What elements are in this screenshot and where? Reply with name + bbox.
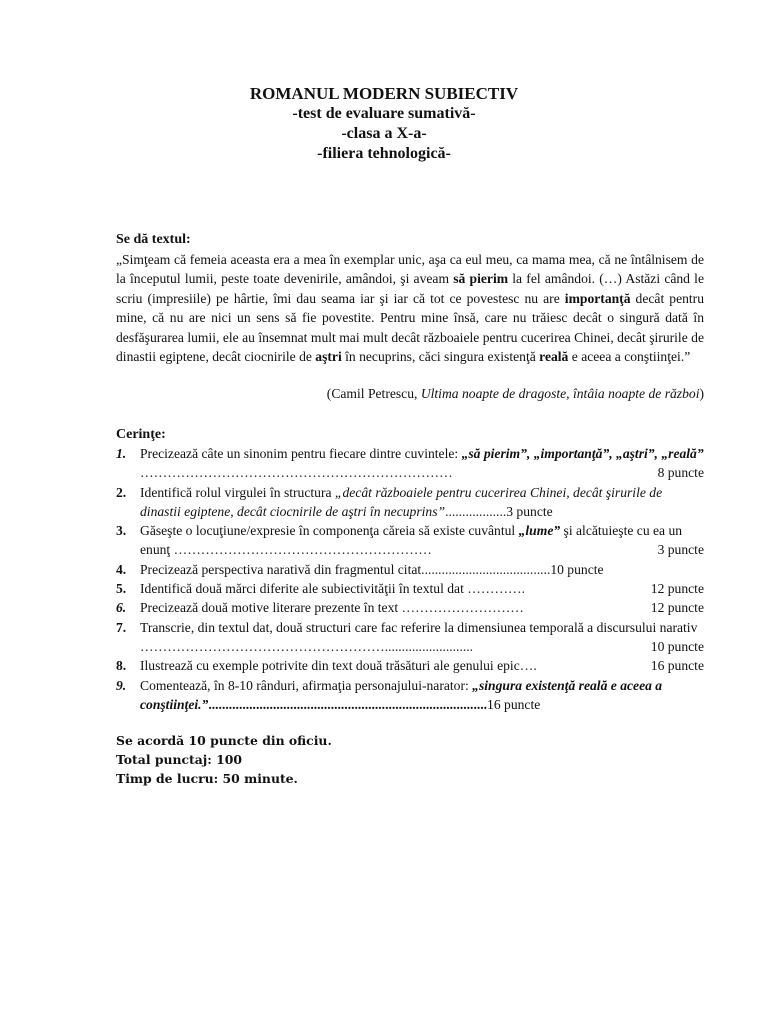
passage-part: în necuprins, căci singura existenţă — [341, 349, 540, 365]
requirement-number: 6. — [116, 600, 127, 616]
requirement-dots: …. — [519, 658, 537, 674]
requirement-points: 3 puncte — [657, 542, 704, 558]
requirement-dots: …………. — [463, 581, 526, 597]
requirement-quote: „decât războaiele pentru cucerirea Chinei, decât şirurile de dinastii egiptene, decât ciocnirile de aştri în necuprins” — [140, 484, 663, 519]
requirement-number: 8. — [116, 658, 127, 674]
requirement-number: 2. — [116, 484, 127, 500]
requirement-text: Precizează perspectiva narativă din fragmentul citat — [140, 561, 422, 577]
passage-bold-word: importanţă — [564, 290, 631, 306]
passage-attribution — [327, 386, 704, 402]
requirement-dots: ………………………………………………… — [170, 542, 432, 558]
requirement-word: „lume” — [518, 523, 561, 539]
requirement-item — [116, 483, 704, 522]
requirement-words: „să pierim”, „importanţă”, „aştri”, „reală” — [461, 446, 704, 461]
passage-bold-word: reală — [539, 349, 569, 365]
passage-bold-word: aştri — [315, 349, 342, 365]
passage-part: e aceea a conştiinţei.” — [568, 349, 691, 365]
requirement-dots: .................. — [445, 503, 507, 519]
scoring-footer — [116, 731, 332, 788]
requirement-number: 1. — [116, 446, 127, 461]
text-intro-label: Se dă textul: — [116, 232, 191, 247]
requirement-points: 16 puncte — [487, 696, 541, 712]
requirement-text-continued: şi alcătuieşte cu ea un enunţ — [140, 523, 683, 558]
requirement-item — [116, 521, 704, 560]
literary-passage — [116, 250, 704, 366]
requirement-text: Precizează două motive literare prezente în text — [140, 600, 399, 616]
document-header — [0, 84, 768, 164]
passage-part: la fel amândoi. (…) Astăzi când le scriu (impresiile) pe hârtie, îmi dau seama iar şi iar că tot ce povestesc nu are — [116, 271, 704, 306]
subtitle-track: -filiera tehnologică- — [317, 145, 451, 162]
footer-work-time: Timp de lucru: 50 minute. — [116, 771, 298, 786]
requirement-points: 16 puncte — [650, 658, 704, 674]
requirement-item — [116, 618, 704, 657]
requirements-title: Cerinţe: — [116, 427, 166, 442]
requirement-number: 3. — [116, 523, 127, 539]
footer-total-score: Total punctaj: 100 — [116, 752, 243, 767]
requirement-points: 12 puncte — [650, 600, 704, 616]
requirement-item — [116, 560, 704, 579]
requirement-text: Precizează câte un sinonim pentru fiecare dintre cuvintele: — [140, 446, 462, 461]
requirement-item — [116, 444, 704, 483]
requirement-text: Identifică rolul virgulei în structura — [140, 484, 335, 500]
requirement-points: 10 puncte — [650, 638, 704, 654]
attribution-author: (Camil Petrescu, — [326, 386, 421, 401]
passage-bold-word: să pierim — [453, 271, 509, 287]
subtitle-test-type: -test de evaluare sumativă- — [292, 105, 476, 122]
requirement-dots: ……………………… — [398, 600, 524, 616]
requirement-number: 9. — [116, 677, 127, 693]
requirement-item — [116, 598, 704, 617]
requirement-points: 12 puncte — [650, 581, 704, 597]
requirement-dots: …………………………………………………………… — [140, 465, 453, 481]
requirement-quote: „singura existenţă reală e aceea a conştiinţei.” — [140, 677, 663, 712]
document-title: ROMANUL MODERN SUBIECTIV — [249, 84, 519, 103]
requirements-list — [116, 444, 704, 714]
requirement-number: 4. — [116, 561, 127, 577]
requirement-dots: .................................................................................. — [208, 696, 488, 712]
requirement-item — [116, 676, 704, 715]
requirement-points: 3 puncte — [506, 503, 553, 519]
requirement-dots: ……………………………………………….......................... — [140, 638, 474, 654]
requirement-points: 8 puncte — [657, 465, 704, 481]
requirement-points: 10 puncte — [550, 561, 604, 577]
attribution-close: ) — [699, 386, 704, 401]
attribution-work: Ultima noapte de dragoste, întâia noapte de război — [420, 386, 700, 401]
passage-part: „Simţeam că femeia aceasta era a mea în exemplar unic, aşa ca eul meu, ca mama mea, că ne întâlnisem de la începutul lumii, peste toate devenirile, amândoi, şi aveam — [116, 252, 704, 287]
passage-part: decât pentru mine, că nu are nici un sens să fie povestite. Pentru mine însă, care nu trăiesc decât o singură dată în desfăşurarea lumii, ele au însemnat mult mai mult decât războaiele pentru cucerirea Chinei, decât şirurile de dinastii egiptene, decât ciocnirile de — [116, 290, 705, 365]
requirement-text: Transcrie, din textul dat, două structuri care fac referire la dimensiunea temporală a discursului narativ — [140, 619, 698, 635]
subtitle-class: -clasa a X-a- — [341, 125, 427, 142]
footer-official-points: Se acordă 10 puncte din oficiu. — [116, 733, 332, 748]
requirement-text: Comentează, în 8-10 rânduri, afirmaţia personajului-narator: — [140, 677, 473, 693]
requirement-item — [116, 656, 704, 675]
requirement-text: Găseşte o locuţiune/expresie în componenţa căreia să existe cuvântul — [140, 523, 519, 539]
requirement-item — [116, 579, 704, 598]
requirement-dots: ...................................... — [421, 561, 551, 577]
requirement-text: Ilustrează cu exemple potrivite din text două trăsături ale genului epic — [140, 658, 520, 674]
requirement-text: Identifică două mărci diferite ale subiectivităţii în textul dat — [140, 581, 464, 597]
requirement-number: 5. — [116, 581, 127, 597]
requirement-number: 7. — [116, 619, 127, 635]
